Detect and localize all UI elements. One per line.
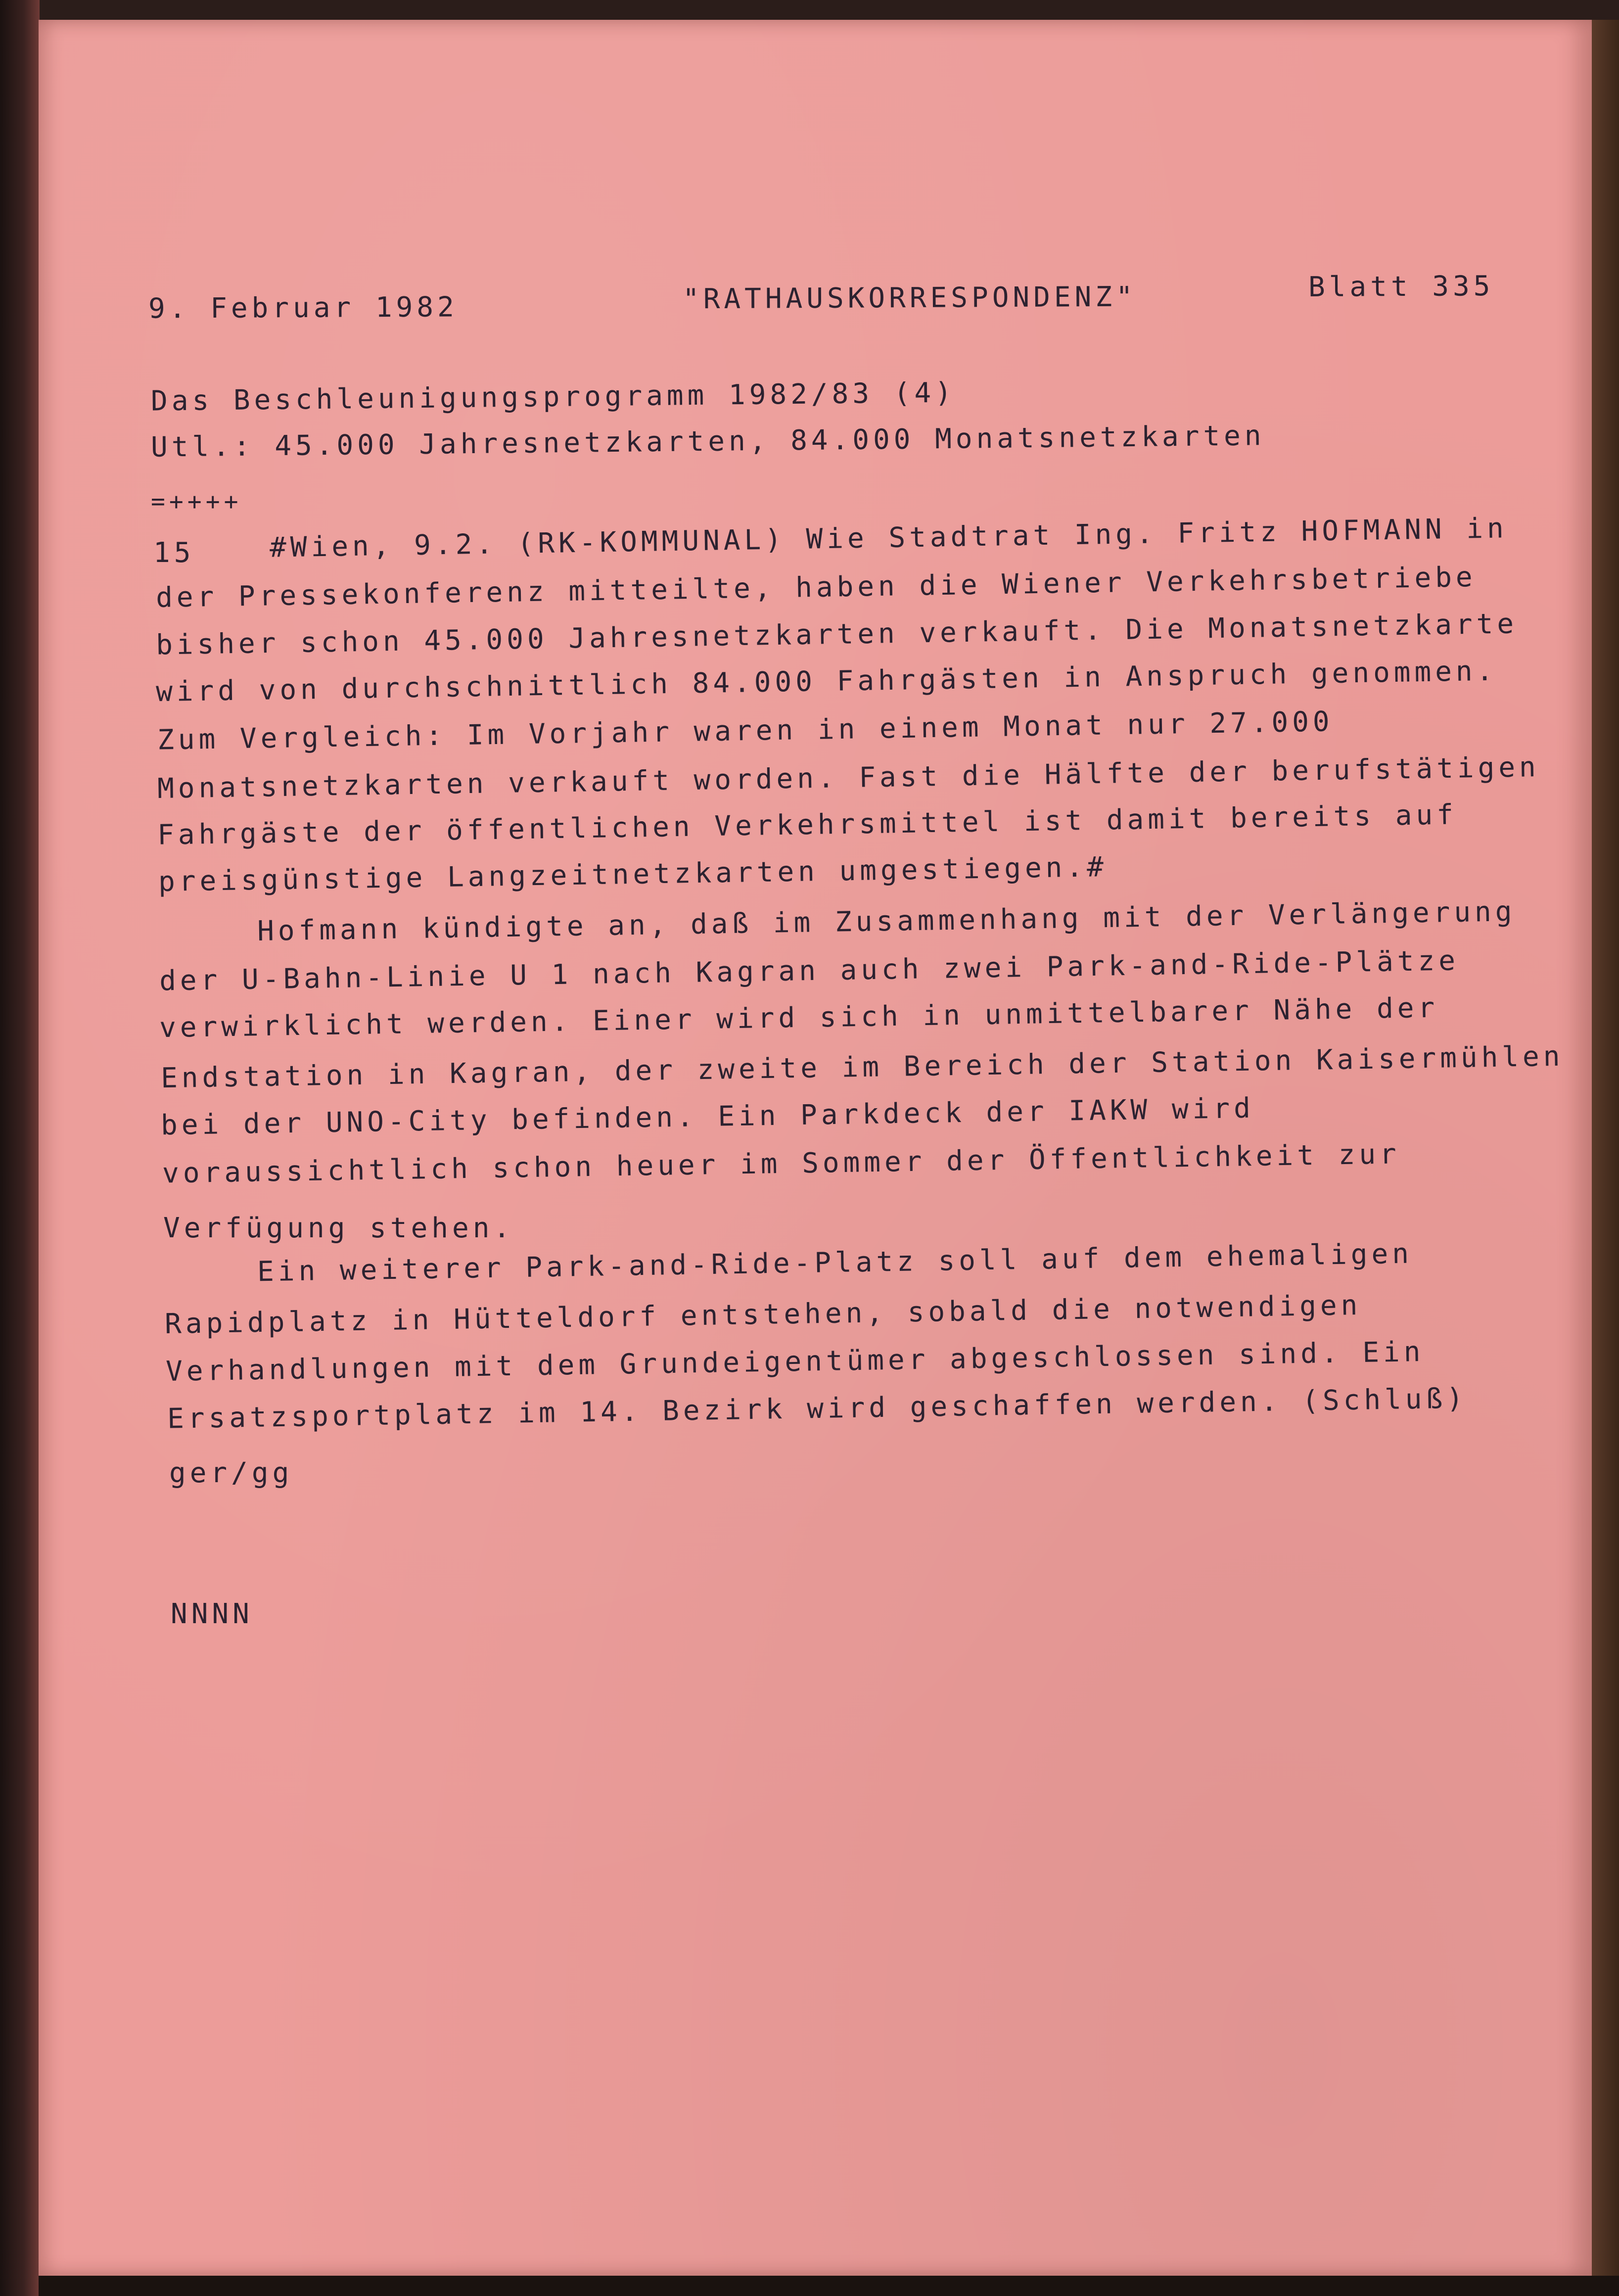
document-title: Das Beschleunigungsprogramm 1982/83 (4) [150,376,956,418]
paragraph1-line: bisher schon 45.000 Jahresnetzkarten verkauft. Die Monatsnetzkarte [155,608,1518,661]
paragraph1-line: Monatsnetzkarten verkauft worden. Fast die Hälfte der berufstätigen [157,751,1540,805]
header-sheet: Blatt 335 [1308,270,1494,303]
paragraph2-first-line: Hofmann kündigte an, daß im Zusammenhang mit der Verlängerung [257,895,1516,947]
paragraph1-line: preisgünstige Langzeitnetzkarten umgestiegen.# [158,850,1108,898]
paragraph1-line: Zum Vergleich: Im Vorjahr waren in einem Monat nur 27.000 [157,705,1334,756]
paragraph2-line: bei der UNO-City befinden. Ein Parkdeck der IAKW wird [160,1092,1255,1142]
page-edge-bottom [39,2276,1619,2296]
document-subtitle: Utl.: 45.000 Jahresnetzkarten, 84.000 Monatsnetzkarten [150,420,1265,464]
body-first-line: #Wien, 9.2. (RK-KOMMUNAL) Wie Stadtrat Ing. Fritz HOFMANN in [269,512,1508,564]
end-mark: NNNN [171,1598,253,1630]
header-publication: "RATHAUSKORRESPONDENZ" [682,281,1137,316]
paragraph2-line: verwirklicht werden. Einer wird sich in unmittelbarer Nähe der [159,991,1439,1044]
paragraph1-line: wird von durchschnittlich 84.000 Fahrgästen in Anspruch genommen. [155,655,1497,708]
paragraph3-line: Ersatzsportplatz im 14. Bezirk wird geschaffen werden. (Schluß) [167,1382,1468,1435]
paragraph2-line: Verfügung stehen. [163,1212,514,1244]
paragraph3-line: Rapidplatz in Hütteldorf entstehen, sobald die notwendigen [164,1289,1362,1340]
paragraph1-line: Fahrgäste der öffentlichen Verkehrsmittel ist damit bereits auf [157,798,1458,851]
paragraph1-line: der Pressekonferenz mitteilte, haben die Wiener Verkehrsbetriebe [155,561,1477,614]
paragraph2-line: Endstation in Kagran, der zweite im Bereich der Station Kaisermühlen [160,1040,1564,1095]
paragraph2-line: voraussichtlich schon heuer im Sommer der Öffentlichkeit zur [162,1138,1401,1190]
header-date: 9. Februar 1982 [148,291,458,325]
separator: =++++ [151,488,242,515]
paragraph3-first-line: Ein weiterer Park-and-Ride-Platz soll auf dem ehemaligen [257,1237,1413,1288]
signature: ger/gg [169,1457,293,1489]
page-edge-right [1592,20,1619,2276]
binding-edge [0,0,40,2296]
paragraph2-line: der U-Bahn-Linie U 1 nach Kagran auch zwei Park-and-Ride-Plätze [159,944,1460,997]
paragraph3-line: Verhandlungen mit dem Grundeigentümer abgeschlossen sind. Ein [165,1336,1425,1388]
line-number: 15 [153,537,195,569]
